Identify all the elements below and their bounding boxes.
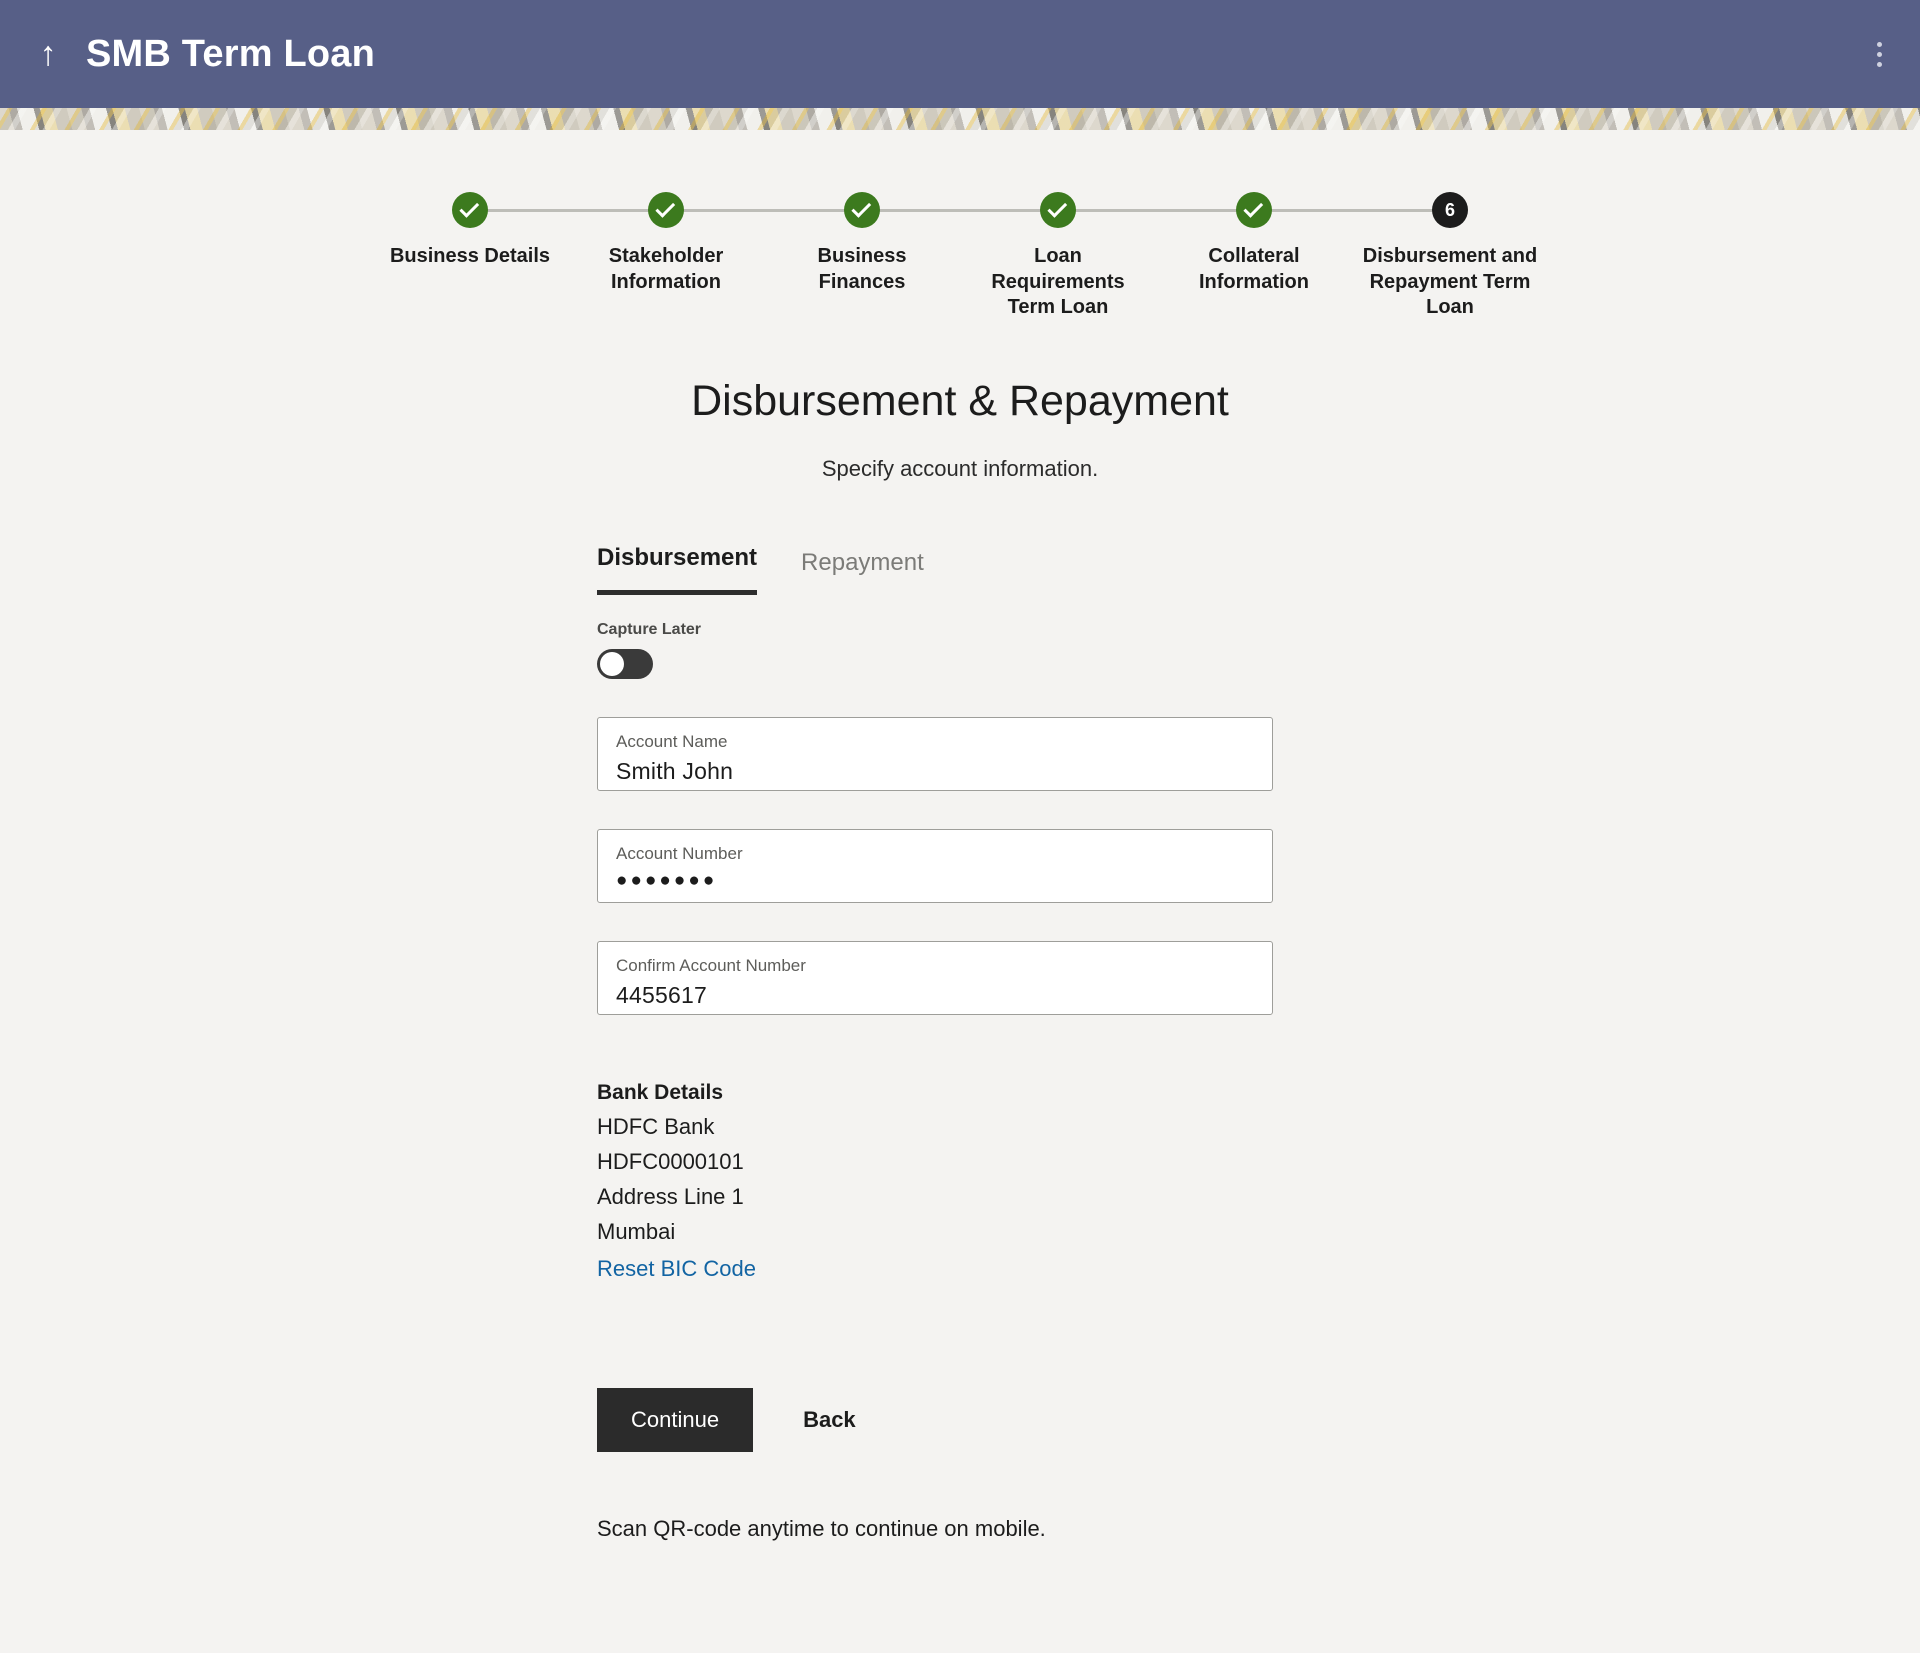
check-icon	[1040, 192, 1076, 228]
tab-repayment[interactable]: Repayment	[801, 548, 924, 576]
progress-stepper	[370, 192, 1550, 321]
confirm-account-number-value: 4455617	[616, 981, 707, 1008]
stepper-connector	[1254, 209, 1450, 212]
bank-name: HDFC Bank	[597, 1113, 715, 1139]
stepper-step-label: Loan Requirements Term Loan	[991, 245, 1125, 319]
check-glyph	[655, 198, 675, 218]
account-number-field[interactable]	[597, 829, 1273, 903]
check-icon	[648, 192, 684, 228]
stepper-connector	[862, 209, 1058, 212]
check-glyph	[851, 198, 871, 218]
stepper-step-1[interactable]	[372, 192, 568, 270]
stepper-step-label: Disbursement and Repayment Term Loan	[1362, 245, 1538, 319]
check-icon	[1236, 192, 1272, 228]
app-header	[0, 0, 1920, 108]
stepper-connector	[470, 209, 666, 212]
confirm-account-number-field[interactable]	[597, 941, 1273, 1015]
capture-later-group	[597, 621, 1273, 679]
decorative-texture-strip	[0, 108, 1920, 130]
capture-later-label: Capture Later	[597, 620, 702, 638]
check-glyph	[1047, 198, 1067, 218]
check-icon	[452, 192, 488, 228]
stepper-step-label: Collateral Information	[1199, 245, 1309, 293]
step-number-badge: 6	[1432, 192, 1468, 228]
toggle-knob	[600, 652, 624, 676]
bank-city: Mumbai	[597, 1218, 676, 1244]
page-title: Disbursement & Repayment	[691, 376, 1229, 425]
account-number-value: ●●●●●●●	[616, 869, 718, 891]
page-body	[0, 130, 1920, 1653]
tab-disbursement[interactable]: Disbursement	[597, 544, 757, 595]
stepper-step-3[interactable]	[764, 192, 960, 295]
stepper-step-label: Business Details	[389, 245, 551, 267]
app-title: SMB Term Loan	[86, 32, 376, 75]
kebab-menu-icon[interactable]	[1864, 35, 1894, 73]
up-arrow-icon[interactable]: ↑	[39, 35, 57, 73]
tab-bar	[597, 544, 1273, 595]
account-name-field[interactable]	[597, 717, 1273, 791]
stepper-step-5[interactable]	[1156, 192, 1352, 295]
account-name-value: Smith John	[616, 757, 734, 784]
stepper-step-6[interactable]	[1352, 192, 1548, 321]
confirm-account-number-label: Confirm Account Number	[616, 955, 806, 975]
page-subtitle: Specify account information.	[821, 455, 1099, 481]
form-column	[597, 544, 1273, 1542]
check-glyph	[1243, 198, 1263, 218]
bank-details-heading: Bank Details	[597, 1080, 724, 1104]
check-glyph	[459, 198, 479, 218]
bank-bic-code: HDFC0000101	[597, 1148, 744, 1174]
check-icon	[844, 192, 880, 228]
qr-code-note: Scan QR-code anytime to continue on mobile.	[597, 1515, 1046, 1541]
stepper-step-2[interactable]	[568, 192, 764, 295]
stepper-connector	[1058, 209, 1254, 212]
bank-details-section	[597, 1081, 1273, 1282]
stepper-step-label: Business Finances	[817, 245, 907, 293]
action-button-row	[597, 1388, 1273, 1452]
stepper-step-label: Stakeholder Information	[608, 245, 724, 293]
reset-bic-code-link[interactable]: Reset BIC Code	[597, 1255, 756, 1281]
back-button[interactable]: Back	[797, 1406, 862, 1434]
account-number-label: Account Number	[616, 843, 743, 863]
bank-address-line: Address Line 1	[597, 1183, 744, 1209]
account-name-label: Account Name	[616, 731, 728, 751]
continue-button[interactable]: Continue	[597, 1388, 753, 1452]
capture-later-toggle[interactable]	[597, 649, 653, 679]
stepper-connector	[666, 209, 862, 212]
